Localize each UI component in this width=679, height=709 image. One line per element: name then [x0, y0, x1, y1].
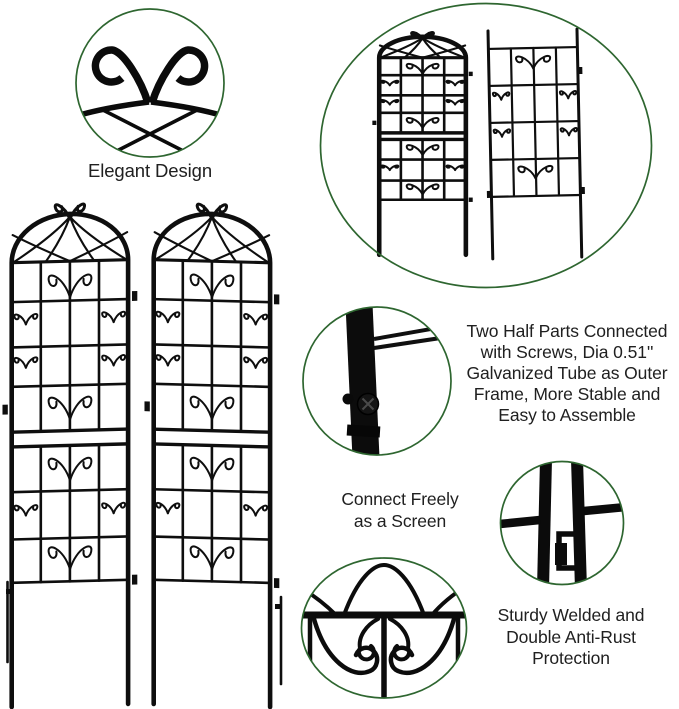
caption-line: Connect Freely	[341, 489, 459, 509]
scroll-base-photo	[300, 557, 468, 699]
caption-line: with Screws, Dia 0.51''	[480, 342, 654, 362]
trellis-style-variants-photo	[318, 1, 654, 291]
caption-line: Sturdy Welded and	[497, 605, 645, 625]
caption-line: Frame, More Stable and	[473, 384, 661, 404]
caption-line: Easy to Assemble	[498, 405, 636, 425]
caption-line: Double Anti-Rust	[506, 626, 636, 647]
caption-line: Galvanized Tube as Outer	[466, 363, 668, 383]
connect-freely-caption	[325, 488, 475, 532]
screw-joint-photo	[300, 304, 454, 458]
caption-line: as a Screen	[353, 511, 447, 531]
panel-connector-photo	[496, 459, 628, 589]
elegant-design-detail-photo	[73, 6, 227, 160]
screw-feature-caption	[455, 321, 679, 426]
trellis-screen-photo	[0, 192, 290, 709]
caption-line: Protection	[532, 648, 610, 668]
sturdy-welded-caption	[483, 605, 659, 670]
caption-line: Two Half Parts Connected	[466, 321, 668, 341]
elegant-design-caption: Elegant Design	[87, 160, 213, 181]
